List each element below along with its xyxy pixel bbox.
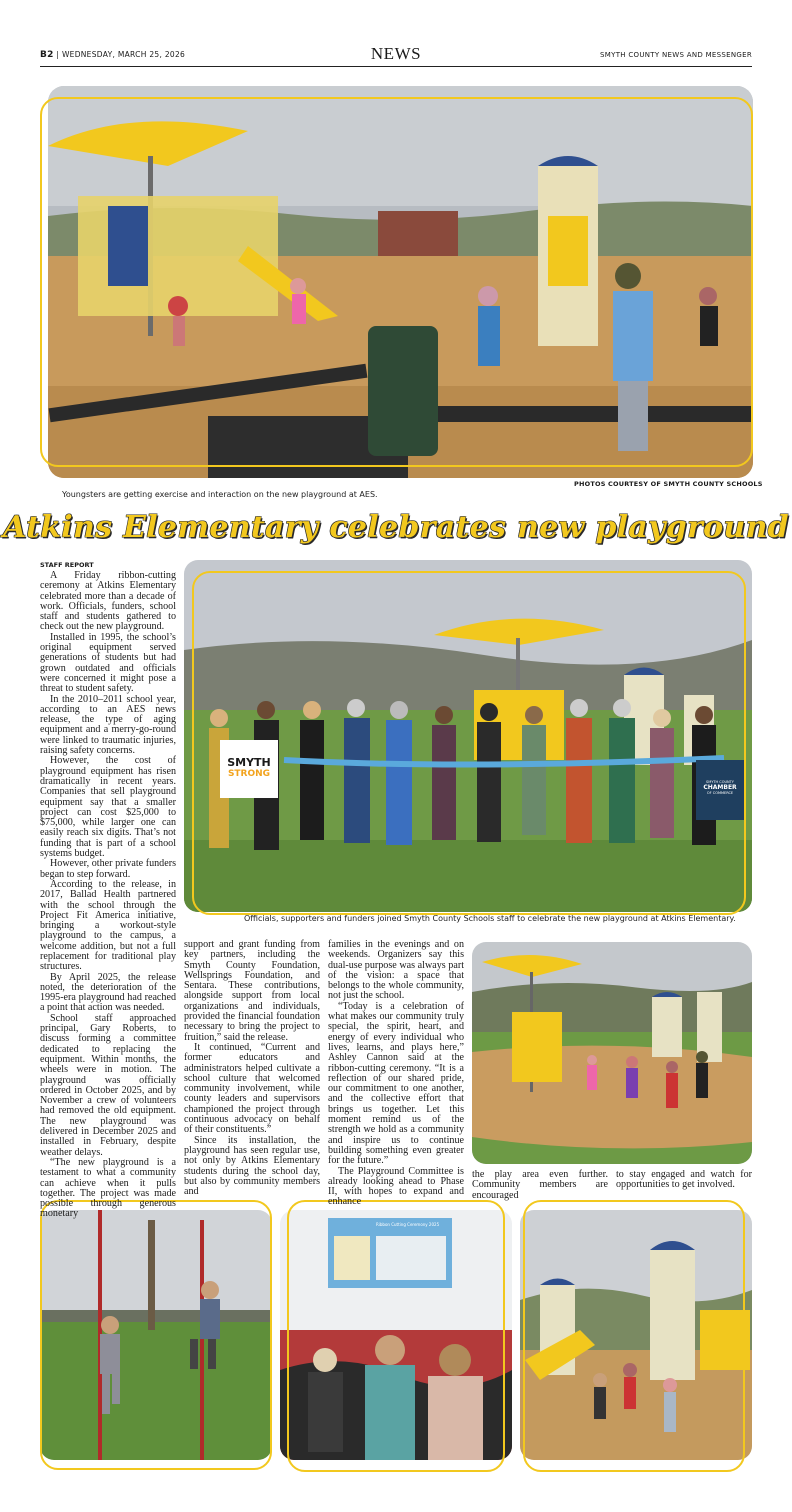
top-playground-photo — [48, 86, 753, 478]
byline: STAFF REPORT — [40, 561, 94, 569]
paragraph: According to the release, in 2017, Ballad Health partnered with the school through the Project Fit America initiative, bringing a workout-style playground to the campus, a welcome addition, but not a full replacement for traditional play structures. — [40, 878, 176, 973]
paragraph: However, the cost of playground equipment has risen dramatically in recent years. Companies that sell playground equipment say that a smaller project can cost $25,000 to $75,000, while larger one can easily reach six digits. That’s not funding that is part of a school systems budget. — [40, 755, 176, 860]
paragraph: families in the evenings and on weekends. Organizers say this dual-use purpose was always part of the vision: a space that belongs to the whole community, not just the school. — [328, 939, 464, 1002]
paragraph: A Friday ribbon-cutting ceremony at Atkins Elementary celebrated more than a decade of work. Officials, funders, school staff and students gathered to check out the new playground. — [40, 570, 176, 633]
presentation-slide-title: Ribbon Cutting Ceremony 2025 — [376, 1222, 440, 1227]
paragraph: However, other private funders began to step forward. — [40, 858, 176, 880]
folio: B2 | WEDNESDAY, MARCH 25, 2026 — [40, 50, 186, 60]
article-column-3 — [328, 940, 464, 1208]
sign-text-smyth: SMYTH — [227, 756, 271, 769]
paragraph: School staff approached principal, Gary Roberts, to discuss forming a committee dedicated to replacing the equipment. Within months, the wheels were in motion. The playground was officially ordered in October 2025, and by November a crew of volunteers had removed the old equipment. The new playground was delivered in December 2025 and installed in February, despite weather delays. — [40, 1012, 176, 1158]
paragraph: “Today is a celebration of what makes our community truly special, the spirit, heart, and energy of every individual who lives, learns, and plays here,” Ashley Cannon said at the ribbon-cutting ceremony. “It is a reflection of our shared pride, our commitment to one another, and the collective effort that brings us together. Let this moment remind us of the strength we hold as a community and inspire us to continue building something even greater for the future.” — [328, 1000, 464, 1167]
paragraph: support and grant funding from key partners, including the Smyth County Foundation, Wellsprings Foundation, and Sentara. These contributions, alongside support from local organizations and individuals, provided the financial foundation necessary to bring the project to fruition,” said the release. — [184, 939, 320, 1043]
issue-date: WEDNESDAY, MARCH 25, 2026 — [61, 50, 186, 59]
article-column-5 — [616, 1170, 752, 1191]
article-column-1 — [40, 571, 176, 1220]
sign-text-strong: STRONG — [227, 769, 271, 779]
chamber-of-commerce-sign — [696, 780, 744, 795]
ribbon-photo-caption: Officials, supporters and funders joined Smyth County Schools staff to celebrate the new playground at Atkins Elementary. — [244, 914, 736, 923]
page-number: B2 — [40, 50, 54, 60]
top-photo-caption: Youngsters are getting exercise and interaction on the new playground at AES. — [62, 490, 378, 499]
paragraph: By April 2025, the release noted, the deterioration of the 1995-era playground had reached a point that action was needed. — [40, 971, 176, 1014]
paragraph: Installed in 1995, the school’s original equipment served generations of students but had grown outdated and officials were concerned it might pose a threat to student safety. — [40, 631, 176, 695]
paragraph: In the 2010–2011 school year, according to an AES news release, the type of aging equipment and a merry-go-round were linked to traumatic injuries, raising safety concerns. — [40, 693, 176, 757]
paragraph: Since its installation, the playground has seen regular use, not only by Atkins Elementary students during the school day, but also by community members and — [184, 1134, 320, 1198]
page-header — [40, 44, 752, 67]
smyth-strong-sign — [221, 756, 277, 779]
sign-text-commerce: OF COMMERCE — [706, 791, 734, 795]
publication-name: SMYTH COUNTY NEWS AND MESSENGER — [600, 51, 752, 59]
playground-slide-photo — [520, 1210, 752, 1460]
climbing-pole-photo — [40, 1210, 272, 1460]
paragraph: “The new playground is a testament to what a community can achieve when it pulls together. The project was made possible through generous monetary — [40, 1156, 176, 1220]
article-column-4 — [472, 1170, 608, 1201]
sign-text-chamber: CHAMBER — [703, 784, 737, 791]
section-name: NEWS — [370, 44, 422, 63]
presentation-room-photo — [280, 1210, 512, 1460]
photo-credit: PHOTOS COURTESY OF SMYTH COUNTY SCHOOLS — [574, 480, 763, 488]
paragraph: to stay engaged and watch for opportunities to get involved. — [616, 1169, 752, 1191]
ribbon-cutting-photo — [184, 560, 752, 912]
paragraph: The Playground Committee is already looking ahead to Phase II, with hopes to expand and enhance — [328, 1165, 464, 1208]
sign-text-county: SMYTH COUNTY — [706, 780, 734, 784]
article-column-2 — [184, 940, 320, 1197]
playground-children-photo — [472, 942, 752, 1164]
paragraph: It continued, “Current and former educators and administrators helped cultivate a school culture that welcomed community involvement, while county leaders and supervisors championed the project through continuous advocacy on behalf of their constituents.” — [184, 1041, 320, 1136]
headline: Atkins Elementary celebrates new playground — [3, 510, 789, 545]
paragraph: the play area even further. Community members are encouraged — [472, 1169, 608, 1201]
